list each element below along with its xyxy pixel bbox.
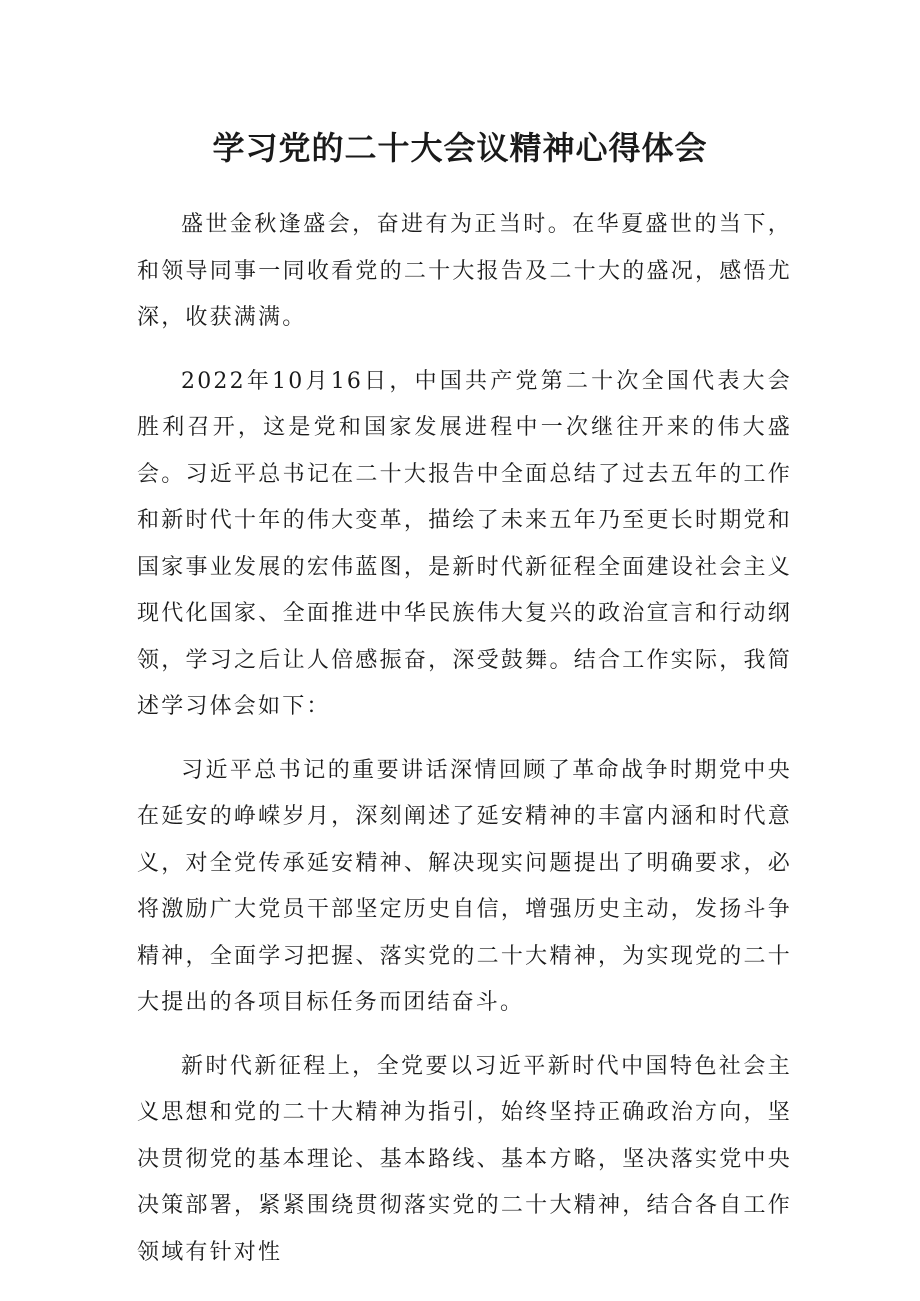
paragraph-2: 2022年10月16日，中国共产党第二十次全国代表大会胜利召开，这是党和国家发展进程中一次继往开来的伟大盛会。习近平总书记在二十大报告中全面总结了过去五年的工作和新时代十年的伟大变革，描绘了未来五年乃至更长时期党和国家事业发展的宏伟蓝图，是新时代新征程全面建设社会主义现代化国家、全面推进中华民族伟大复兴的政治宣言和行动纲领，学习之后让人倍感振奋，深受鼓舞。结合工作实际，我简述学习体会如下： [137, 368, 792, 719]
paragraph-3: 习近平总书记的重要讲话深情回顾了革命战争时期党中央在延安的峥嵘岁月，深刻阐述了延安精神的丰富内涵和时代意义，对全党传承延安精神、解决现实问题提出了明确要求，必将激励广大党员干部坚定历史自信，增强历史主动，发扬斗争精神，全面学习把握、落实党的二十大精神，为实现党的二十大提出的各项目标任务而团结奋斗。 [137, 757, 792, 1015]
paragraph-1: 盛世金秋逢盛会，奋进有为正当时。在华夏盛世的当下，和领导同事一同收看党的二十大报告及二十大的盛况，感悟尤深，收获满满。 [137, 212, 792, 330]
document-title: 学习党的二十大会议精神心得体会 [212, 129, 708, 167]
document-body [137, 202, 792, 1293]
paragraph-4: 新时代新征程上，全党要以习近平新时代中国特色社会主义思想和党的二十大精神为指引，始终坚持正确政治方向，坚决贯彻党的基本理论、基本路线、基本方略，坚决落实党中央决策部署，紧紧围绕贯彻落实党的二十大精神，结合各自工作领域有针对性 [137, 1053, 792, 1265]
